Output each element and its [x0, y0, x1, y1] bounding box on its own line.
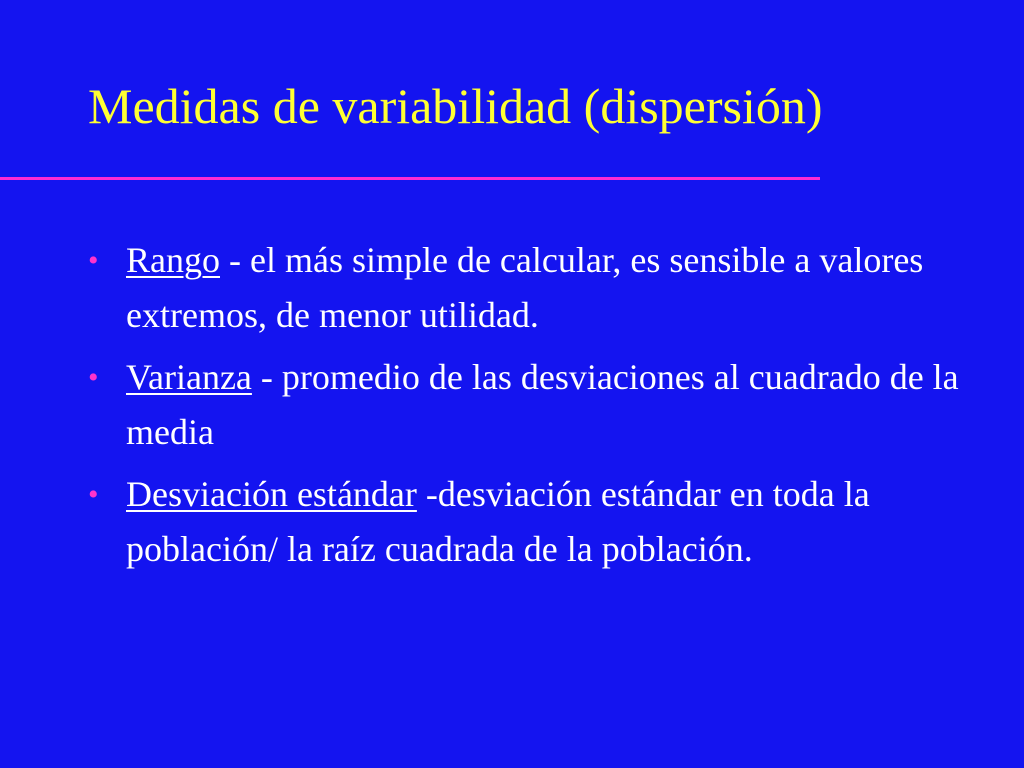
bullet-term-rango: Rango [126, 240, 220, 280]
bullet-item-rango [86, 233, 966, 343]
bullet-dot-icon: • [88, 478, 99, 511]
bullet-text-varianza: - promedio de las desviaciones al cuadrado de la media [126, 357, 959, 452]
slide-title: Medidas de variabilidad (dispersión) [88, 78, 823, 134]
bullet-text-rango: - el más simple de calcular, es sensible a valores extremos, de menor utilidad. [126, 240, 924, 335]
bullet-text-desviacion-estandar: -desviación estándar en toda la población/ la raíz cuadrada de la población. [126, 474, 870, 569]
bullet-item-varianza [86, 350, 966, 460]
bullet-list [86, 233, 966, 584]
bullet-term-varianza: Varianza [126, 357, 252, 397]
bullet-item-desviacion-estandar [86, 467, 966, 577]
bullet-dot-icon: • [88, 244, 99, 277]
title-divider [0, 177, 820, 180]
bullet-term-desviacion-estandar: Desviación estándar [126, 474, 417, 514]
bullet-dot-icon: • [88, 361, 99, 394]
